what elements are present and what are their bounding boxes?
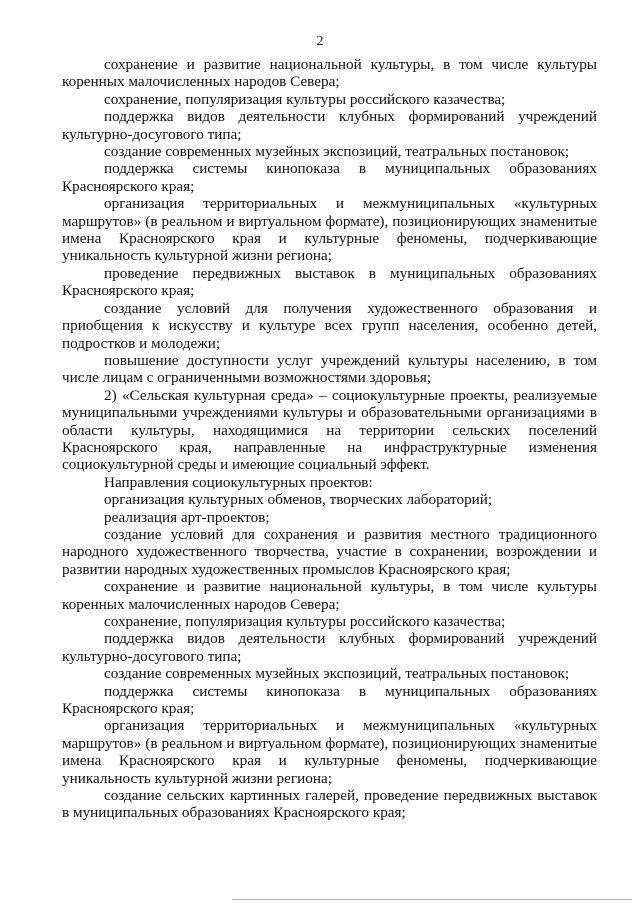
paragraph: организация культурных обменов, творческих лабораторий;	[104, 491, 493, 509]
paragraph: создание современных музейных экспозиций, театральных постановок;	[104, 143, 570, 161]
paragraph: поддержка системы кинопоказа в муниципальных образованиях Красноярского края;	[62, 160, 597, 195]
paragraph: сохранение и развитие национальной культуры, в том числе культуры коренных малочисленных народов Севера;	[62, 578, 597, 613]
paragraph: поддержка системы кинопоказа в муниципальных образованиях Красноярского края;	[62, 682, 597, 718]
footer-divider	[232, 899, 632, 900]
paragraph: 2) «Сельская культурная среда» – социокультурные проекты, реализуемые муниципальными учреждениями культуры и образовательными организациями в области культуры, находящимися на территории сельских поселений Красноярского края, направленные на инфраструктурные изменения социокультурной среды и имеющие социальный эффект.	[62, 386, 597, 474]
paragraph: создание современных музейных экспозиций, театральных постановок;	[104, 665, 570, 683]
paragraph: создание условий для сохранения и развития местного традиционного народного художественного творчества, участие в сохранении, возрождении и развитии народных художественных промыслов Красноярского края;	[62, 525, 597, 578]
paragraph: организация территориальных и межмуниципальных «культурных маршрутов» (в реальном и виртуальном формате), позиционирующих знаменитые имена Красноярского края и культурные феномены, подчеркивающие уникальность культурной жизни региона;	[62, 195, 597, 265]
page-number: 2	[316, 34, 324, 49]
paragraph: проведение передвижных выставок в муниципальных образованиях Красноярского края;	[62, 264, 597, 300]
paragraph: поддержка видов деятельности клубных формирований учреждений культурно-досугового типа;	[62, 630, 597, 665]
paragraph: сохранение, популяризация культуры российского казачества;	[104, 613, 506, 630]
paragraph: сохранение, популяризация культуры российского казачества;	[104, 90, 506, 108]
paragraph: создание сельских картинных галерей, проведение передвижных выставок в муниципальных образованиях Красноярского края;	[62, 787, 597, 822]
paragraph: Направления социокультурных проектов:	[104, 473, 373, 491]
paragraph: повышение доступности услуг учреждений культуры населению, в том числе лицам с ограниченными возможностями здоровья;	[62, 351, 597, 387]
paragraph: реализация арт-проектов;	[104, 508, 270, 526]
paragraph: сохранение и развитие национальной культуры, в том числе культуры коренных малочисленных народов Севера;	[62, 56, 597, 91]
document-body	[62, 56, 597, 822]
paragraph: создание условий для получения художественного образования и приобщения к искусству и культуре всех групп населения, особенно детей, подростков и молодежи;	[62, 299, 597, 352]
paragraph: организация территориальных и межмуниципальных «культурных маршрутов» (в реальном и виртуальном формате), позиционирующих знаменитые имена Красноярского края и культурные феномены, подчеркивающие уникальность культурной жизни региона;	[62, 717, 597, 787]
paragraph: поддержка видов деятельности клубных формирований учреждений культурно-досугового типа;	[62, 108, 597, 143]
